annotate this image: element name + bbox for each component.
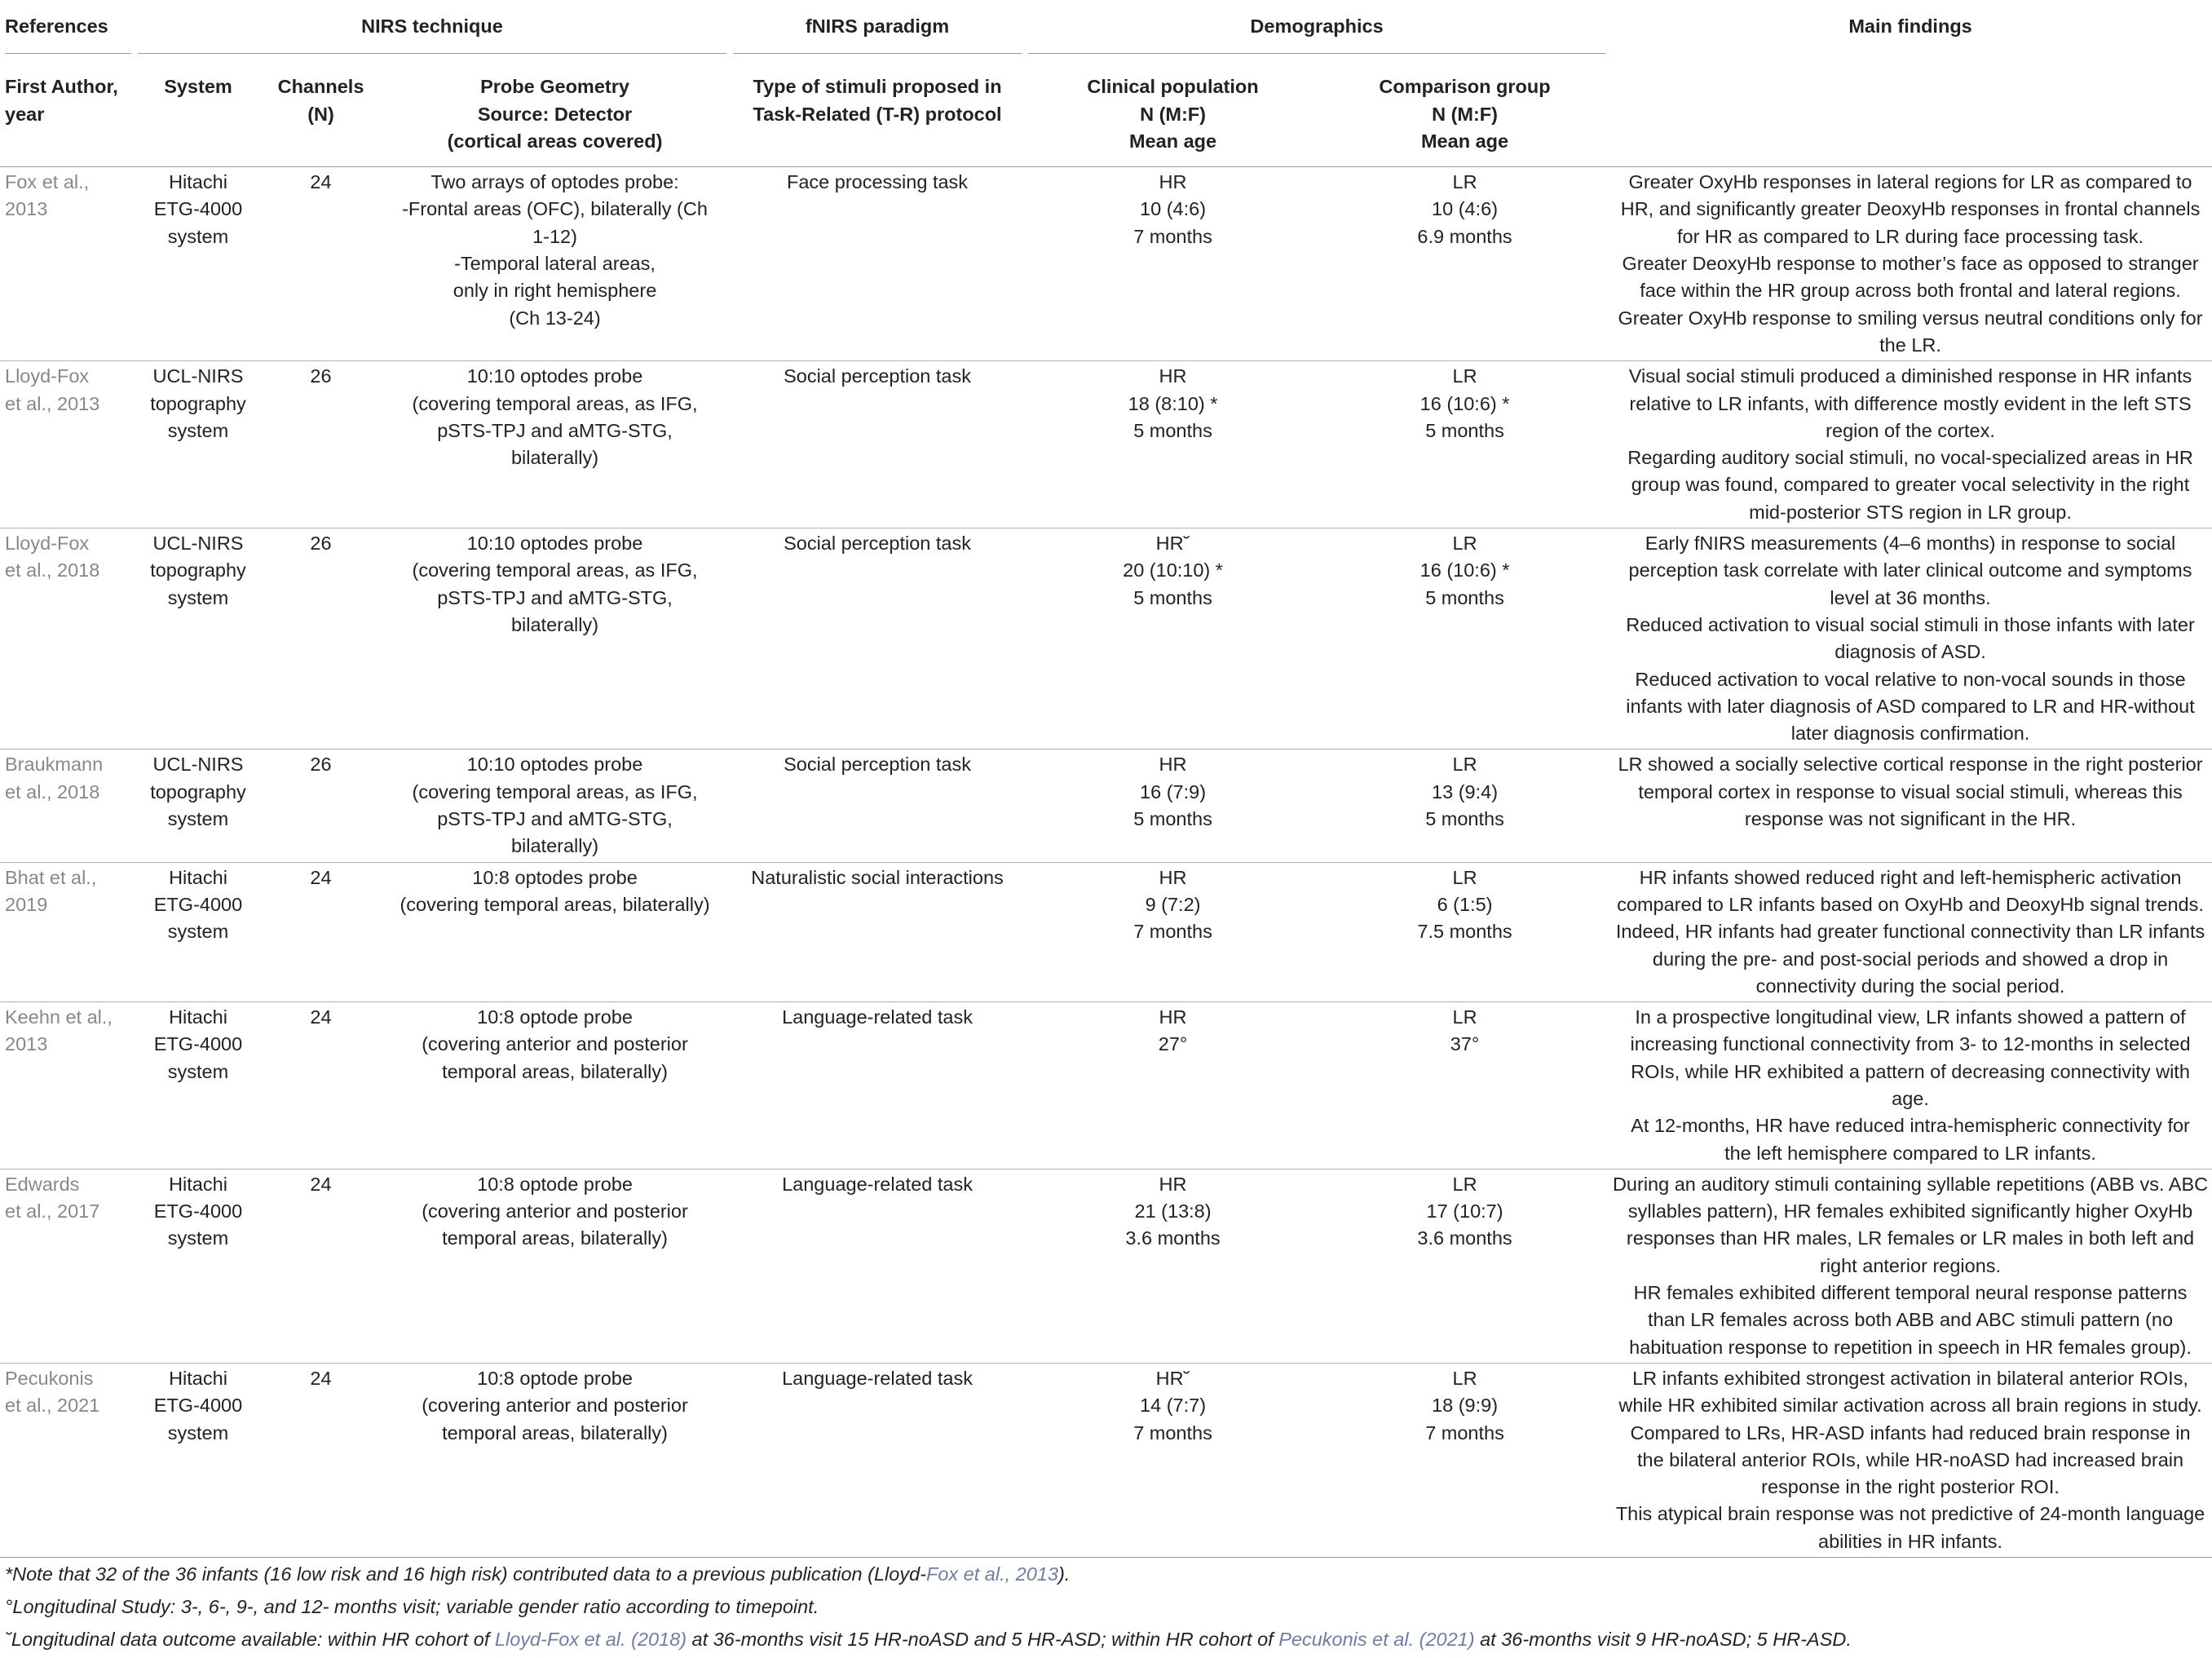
probe-cell	[380, 167, 730, 361]
findings-line: diagnosis of ASD.	[1835, 641, 1986, 663]
probe-line: 10:10 optodes probe	[466, 533, 643, 555]
findings-line: compared to LR infants based on OxyHb and DeoxyHb signal trends.	[1617, 893, 2204, 915]
stimuli-cell: Naturalistic social interactions	[730, 862, 1025, 1001]
system-cell	[135, 862, 262, 1001]
table-row	[0, 1169, 2212, 1363]
citation-link[interactable]: Pecukonis et al. (2021)	[1278, 1629, 1475, 1650]
stimuli-cell: Social perception task	[730, 528, 1025, 749]
findings-line: abilities in HR infants.	[1818, 1530, 2003, 1552]
stimuli-cell: Social perception task	[730, 749, 1025, 862]
footnote-3: ˘Longitudinal data outcome available: within HR cohort of Lloyd-Fox et al. (2018) at 36-months visit 15 HR-noASD and 5 HR-ASD; within HR cohort of Pecukonis et al. (2021) at 36-months visit 9 HR-noASD; 5 HR-ASD.	[5, 1629, 1852, 1650]
findings-cell	[1609, 862, 2212, 1001]
probe-line: (covering anterior and posterior	[422, 1200, 688, 1222]
comparison-line: 17 (10:7)	[1426, 1200, 1503, 1222]
findings-line: responses than HR males, LR females or LR males in both left and	[1626, 1227, 2195, 1249]
ref-line: et al., 2013	[5, 392, 100, 414]
table-row	[0, 167, 2212, 361]
ref-line: Fox et al.,	[5, 171, 90, 193]
comparison-line: LR	[1452, 533, 1477, 555]
comparison-line: 10 (4:6)	[1432, 198, 1499, 220]
stimuli-cell: Language-related task	[730, 1363, 1025, 1557]
clinical-cell	[1025, 1363, 1321, 1557]
findings-cell	[1609, 1002, 2212, 1169]
stimuli-cell: Language-related task	[730, 1169, 1025, 1363]
system-line: Hitachi	[169, 1173, 227, 1195]
comparison-line: 18 (9:9)	[1432, 1395, 1499, 1417]
findings-line: the left hemisphere compared to LR infants.	[1724, 1142, 2096, 1164]
findings-line: region of the cortex.	[1826, 419, 1995, 441]
table-row	[0, 528, 2212, 749]
findings-line: than LR females across both ABB and ABC stimuli pattern (no	[1648, 1309, 2174, 1331]
findings-line: Regarding auditory social stimuli, no vocal-specialized areas in HR	[1627, 447, 2193, 469]
channels-cell: 26	[262, 749, 380, 862]
probe-line: 1-12)	[532, 225, 577, 247]
findings-line: response was not significant in the HR.	[1744, 808, 2077, 830]
ref-line: 2013	[5, 198, 48, 220]
probe-line: bilaterally)	[510, 835, 599, 857]
col-stimuli: Type of stimuli proposed in Task-Related (T-R) protocol	[730, 67, 1025, 166]
system-cell	[135, 749, 262, 862]
system-line: UCL-NIRS	[152, 533, 244, 555]
col-channels: Channels (N)	[262, 67, 380, 166]
group-header-row	[0, 0, 2212, 67]
system-cell	[135, 1363, 262, 1557]
clinical-line: HR	[1159, 365, 1187, 387]
ref-line: Pecukonis	[5, 1367, 94, 1389]
clinical-line: HR	[1159, 1173, 1187, 1195]
comparison-line: LR	[1452, 866, 1477, 888]
clinical-cell	[1025, 1169, 1321, 1363]
citation-link[interactable]: Lloyd-Fox et al. (2018)	[494, 1629, 687, 1650]
clinical-cell	[1025, 1002, 1321, 1169]
findings-line: temporal cortex in response to visual social stimuli, whereas this	[1638, 780, 2183, 802]
comparison-line: LR	[1452, 1367, 1477, 1389]
comparison-cell	[1321, 749, 1609, 862]
col-comparison: Comparison group N (M:F) Mean age	[1321, 67, 1609, 166]
findings-cell	[1609, 1363, 2212, 1557]
system-cell	[135, 528, 262, 749]
findings-line: for HR as compared to LR during face processing task.	[1676, 225, 2144, 247]
probe-line: Two arrays of optodes probe:	[430, 171, 679, 193]
probe-line: temporal areas, bilaterally)	[442, 1060, 668, 1082]
footnote-2: °Longitudinal Study: 3-, 6-, 9-, and 12- months visit; variable gender ratio according to timepoint.	[5, 1596, 819, 1617]
col-author: First Author, year	[0, 67, 135, 166]
system-line: system	[167, 1060, 229, 1082]
comparison-line: LR	[1452, 754, 1477, 776]
system-line: system	[167, 808, 229, 830]
findings-line: group was found, compared to greater vocal selectivity in the right	[1631, 474, 2190, 496]
clinical-line: 5 months	[1133, 586, 1212, 608]
ref-cell	[0, 862, 135, 1001]
ref-line: 2019	[5, 893, 48, 915]
findings-line: Greater DeoxyHb response to mother’s face as opposed to stranger	[1622, 253, 2199, 275]
comparison-cell	[1321, 1169, 1609, 1363]
probe-line: (covering temporal areas, as IFG,	[412, 780, 698, 802]
findings-line: habituation response to repetition in speech in HR females group).	[1629, 1336, 2192, 1358]
system-line: system	[167, 586, 229, 608]
group-demographics: Demographics	[1025, 0, 1609, 67]
table-body	[0, 167, 2212, 1558]
footnote-1: *Note that 32 of the 36 infants (16 low risk and 16 high risk) contributed data to a previous publication (Lloyd-Fox et al., 2013).	[5, 1563, 1071, 1585]
ref-line: Edwards	[5, 1173, 80, 1195]
table-row	[0, 1002, 2212, 1169]
group-references: References	[0, 0, 135, 67]
clinical-line: 18 (8:10) *	[1128, 392, 1218, 414]
system-line: topography	[150, 780, 246, 802]
probe-cell	[380, 862, 730, 1001]
probe-line: pSTS-TPJ and aMTG-STG,	[437, 808, 673, 830]
group-nirs: NIRS technique	[135, 0, 730, 67]
findings-line: later diagnosis confirmation.	[1790, 723, 2030, 745]
findings-line: the LR.	[1879, 334, 1941, 356]
system-cell	[135, 1169, 262, 1363]
ref-cell	[0, 1002, 135, 1169]
findings-cell	[1609, 361, 2212, 528]
stimuli-cell: Language-related task	[730, 1002, 1025, 1169]
table-footnotes	[5, 1558, 2206, 1656]
clinical-cell	[1025, 528, 1321, 749]
system-line: UCL-NIRS	[152, 365, 244, 387]
table-row	[0, 749, 2212, 862]
ref-line: Lloyd-Fox	[5, 365, 90, 387]
channels-cell: 24	[262, 862, 380, 1001]
comparison-line: LR	[1452, 1006, 1477, 1028]
system-cell	[135, 1002, 262, 1169]
findings-line: Greater OxyHb response to smiling versus neutral conditions only for	[1618, 307, 2203, 329]
findings-line: This atypical brain response was not predictive of 24-month language	[1615, 1503, 2205, 1525]
clinical-line: HR	[1159, 866, 1187, 888]
probe-line: pSTS-TPJ and aMTG-STG,	[437, 586, 673, 608]
comparison-cell	[1321, 1363, 1609, 1557]
system-line: system	[167, 419, 229, 441]
findings-line: infants with later diagnosis of ASD compared to LR and HR-without	[1626, 695, 2195, 717]
clinical-line: 3.6 months	[1125, 1227, 1221, 1249]
probe-line: (Ch 13-24)	[509, 307, 601, 329]
channels-cell: 24	[262, 1169, 380, 1363]
system-line: system	[167, 225, 229, 247]
channels-cell: 26	[262, 528, 380, 749]
ref-line: et al., 2018	[5, 559, 100, 581]
clinical-cell	[1025, 167, 1321, 361]
probe-line: (covering anterior and posterior	[422, 1033, 688, 1055]
comparison-line: 16 (10:6) *	[1419, 392, 1510, 414]
channels-cell: 24	[262, 167, 380, 361]
clinical-line: 21 (13:8)	[1134, 1200, 1212, 1222]
clinical-line: 27°	[1158, 1033, 1188, 1055]
comparison-line: 7.5 months	[1417, 921, 1512, 943]
findings-line: relative to LR infants, with difference mostly evident in the left STS	[1629, 392, 2192, 414]
system-line: system	[167, 921, 229, 943]
findings-cell	[1609, 167, 2212, 361]
clinical-line: HR	[1159, 754, 1187, 776]
comparison-line: 16 (10:6) *	[1419, 559, 1510, 581]
system-line: topography	[150, 559, 246, 581]
system-line: UCL-NIRS	[152, 754, 244, 776]
comparison-line: 3.6 months	[1417, 1227, 1512, 1249]
column-header-row	[0, 67, 2212, 166]
clinical-cell	[1025, 361, 1321, 528]
probe-cell	[380, 1363, 730, 1557]
findings-line: while HR exhibited similar activation across all brain regions in study.	[1618, 1395, 2202, 1417]
findings-line: ROIs, while HR exhibited a pattern of decreasing connectivity with	[1631, 1060, 2190, 1082]
findings-line: mid-posterior STS region in LR group.	[1749, 501, 2072, 523]
clinical-line: 7 months	[1133, 1421, 1212, 1444]
findings-cell	[1609, 1169, 2212, 1363]
channels-cell: 26	[262, 361, 380, 528]
system-line: Hitachi	[169, 1006, 227, 1028]
comparison-line: 6 (1:5)	[1437, 893, 1493, 915]
col-probe: Probe Geometry Source: Detector (cortical areas covered)	[380, 67, 730, 166]
probe-line: temporal areas, bilaterally)	[442, 1421, 668, 1444]
comparison-line: LR	[1452, 365, 1477, 387]
ref-line: Keehn et al.,	[5, 1006, 113, 1028]
probe-line: only in right hemisphere	[453, 280, 657, 302]
probe-line: (covering temporal areas, bilaterally)	[400, 893, 710, 915]
comparison-cell	[1321, 528, 1609, 749]
system-line: topography	[150, 392, 246, 414]
probe-line: (covering anterior and posterior	[422, 1395, 688, 1417]
system-line: ETG-4000	[153, 1200, 243, 1222]
ref-line: et al., 2018	[5, 780, 100, 802]
findings-line: Reduced activation to visual social stimuli in those infants with later	[1626, 613, 2195, 635]
findings-line: right anterior regions.	[1820, 1254, 2002, 1276]
clinical-line: 14 (7:7)	[1140, 1395, 1207, 1417]
findings-line: level at 36 months.	[1830, 586, 1991, 608]
ref-cell	[0, 528, 135, 749]
probe-line: 10:10 optodes probe	[466, 365, 643, 387]
ref-line: Braukmann	[5, 754, 104, 776]
clinical-line: 7 months	[1133, 225, 1212, 247]
findings-line: LR infants exhibited strongest activation in bilateral anterior ROIs,	[1632, 1367, 2188, 1389]
clinical-line: HR˘	[1155, 1367, 1190, 1389]
ref-line: 2013	[5, 1033, 48, 1055]
system-line: ETG-4000	[153, 1033, 243, 1055]
probe-line: (covering temporal areas, as IFG,	[412, 392, 698, 414]
probe-cell	[380, 1002, 730, 1169]
system-line: system	[167, 1227, 229, 1249]
comparison-cell	[1321, 167, 1609, 361]
findings-line: increasing functional connectivity from 3- to 12-months in selected	[1630, 1033, 2191, 1055]
findings-line: At 12-months, HR have reduced intra-hemispheric connectivity for	[1631, 1115, 2190, 1137]
ref-cell	[0, 167, 135, 361]
comparison-line: 13 (9:4)	[1432, 780, 1499, 802]
findings-line: Indeed, HR infants had greater functional connectivity than LR infants	[1615, 921, 2205, 943]
probe-cell	[380, 1169, 730, 1363]
system-line: system	[167, 1421, 229, 1444]
probe-line: pSTS-TPJ and aMTG-STG,	[437, 419, 673, 441]
group-findings: Main findings	[1848, 15, 1972, 37]
findings-line: during the pre- and post-social periods and showed a drop in	[1652, 948, 2169, 970]
findings-cell	[1609, 749, 2212, 862]
findings-line: response in the right posterior ROI.	[1761, 1476, 2060, 1498]
findings-line: HR, and significantly greater DeoxyHb responses in frontal channels	[1620, 198, 2201, 220]
findings-line: Compared to LRs, HR-ASD infants had reduced brain response in	[1630, 1421, 2191, 1444]
clinical-line: 7 months	[1133, 921, 1212, 943]
findings-line: Greater OxyHb responses in lateral regions for LR as compared to	[1628, 171, 2192, 193]
ref-cell	[0, 749, 135, 862]
system-line: Hitachi	[169, 866, 227, 888]
findings-line: LR showed a socially selective cortical response in the right posterior	[1618, 754, 2203, 776]
findings-line: HR females exhibited different temporal neural response patterns	[1633, 1282, 2188, 1304]
ref-cell	[0, 1169, 135, 1363]
findings-line: syllables pattern), HR females exhibited significantly higher OxyHb	[1627, 1200, 2193, 1222]
table-row	[0, 1363, 2212, 1557]
findings-line: the bilateral anterior ROIs, while HR-noASD had increased brain	[1636, 1448, 2184, 1470]
channels-cell: 24	[262, 1002, 380, 1169]
comparison-cell	[1321, 862, 1609, 1001]
clinical-line: HR	[1159, 1006, 1187, 1028]
probe-line: (covering temporal areas, as IFG,	[412, 559, 698, 581]
probe-line: bilaterally)	[510, 447, 599, 469]
comparison-cell	[1321, 1002, 1609, 1169]
system-line: ETG-4000	[153, 893, 243, 915]
comparison-line: 37°	[1450, 1033, 1480, 1055]
findings-cell	[1609, 528, 2212, 749]
clinical-line: 5 months	[1133, 419, 1212, 441]
ref-cell	[0, 1363, 135, 1557]
ref-line: et al., 2021	[5, 1395, 100, 1417]
findings-line: connectivity during the social period.	[1755, 975, 2065, 997]
findings-line: age.	[1892, 1087, 1929, 1109]
comparison-line: 6.9 months	[1417, 225, 1512, 247]
system-cell	[135, 361, 262, 528]
findings-line: Visual social stimuli produced a diminished response in HR infants	[1628, 365, 2192, 387]
clinical-cell	[1025, 862, 1321, 1001]
system-line: Hitachi	[169, 171, 227, 193]
probe-line: 10:8 optode probe	[477, 1367, 633, 1389]
probe-cell	[380, 361, 730, 528]
table-row	[0, 361, 2212, 528]
findings-line: Reduced activation to vocal relative to non-vocal sounds in those	[1635, 668, 2186, 690]
citation-link[interactable]: Fox et al., 2013	[925, 1563, 1058, 1585]
table-row	[0, 862, 2212, 1001]
clinical-line: 20 (10:10) *	[1123, 559, 1223, 581]
system-line: Hitachi	[169, 1367, 227, 1389]
probe-line: -Temporal lateral areas,	[454, 253, 656, 275]
probe-cell	[380, 528, 730, 749]
comparison-line: 5 months	[1425, 586, 1504, 608]
findings-line: During an auditory stimuli containing syllable repetitions (ABB vs. ABC	[1612, 1173, 2209, 1195]
clinical-line: 10 (4:6)	[1140, 198, 1207, 220]
system-line: ETG-4000	[153, 198, 243, 220]
system-line: ETG-4000	[153, 1395, 243, 1417]
stimuli-cell: Social perception task	[730, 361, 1025, 528]
findings-line: perception task correlate with later clinical outcome and symptoms	[1628, 559, 2192, 581]
findings-line: HR infants showed reduced right and left-hemispheric activation	[1639, 866, 2182, 888]
comparison-cell	[1321, 361, 1609, 528]
clinical-line: HR˘	[1155, 533, 1190, 555]
ref-line: Lloyd-Fox	[5, 533, 90, 555]
col-system: System	[135, 67, 262, 166]
ref-cell	[0, 361, 135, 528]
clinical-line: 16 (7:9)	[1140, 780, 1207, 802]
probe-cell	[380, 749, 730, 862]
channels-cell: 24	[262, 1363, 380, 1557]
findings-line: face within the HR group across both frontal and lateral regions.	[1640, 280, 2181, 302]
comparison-line: 5 months	[1425, 808, 1504, 830]
findings-line: Early fNIRS measurements (4–6 months) in response to social	[1645, 533, 2176, 555]
probe-line: 10:8 optodes probe	[472, 866, 638, 888]
probe-line: -Frontal areas (OFC), bilaterally (Ch	[402, 198, 708, 220]
probe-line: 10:10 optodes probe	[466, 754, 643, 776]
system-cell	[135, 167, 262, 361]
comparison-line: 7 months	[1425, 1421, 1504, 1444]
group-paradigm: fNIRS paradigm	[730, 0, 1025, 67]
ref-line: et al., 2017	[5, 1200, 100, 1222]
probe-line: temporal areas, bilaterally)	[442, 1227, 668, 1249]
col-clinical: Clinical population N (M:F) Mean age	[1025, 67, 1321, 166]
clinical-line: 5 months	[1133, 808, 1212, 830]
col-findings	[1609, 67, 2212, 166]
clinical-line: HR	[1159, 171, 1187, 193]
comparison-line: LR	[1452, 1173, 1477, 1195]
comparison-line: LR	[1452, 171, 1477, 193]
ref-line: Bhat et al.,	[5, 866, 97, 888]
probe-line: 10:8 optode probe	[477, 1006, 633, 1028]
probe-line: 10:8 optode probe	[477, 1173, 633, 1195]
findings-line: In a prospective longitudinal view, LR infants showed a pattern of	[1635, 1006, 2186, 1028]
comparison-line: 5 months	[1425, 419, 1504, 441]
clinical-cell	[1025, 749, 1321, 862]
stimuli-cell: Face processing task	[730, 167, 1025, 361]
probe-line: bilaterally)	[510, 613, 599, 635]
clinical-line: 9 (7:2)	[1145, 893, 1201, 915]
